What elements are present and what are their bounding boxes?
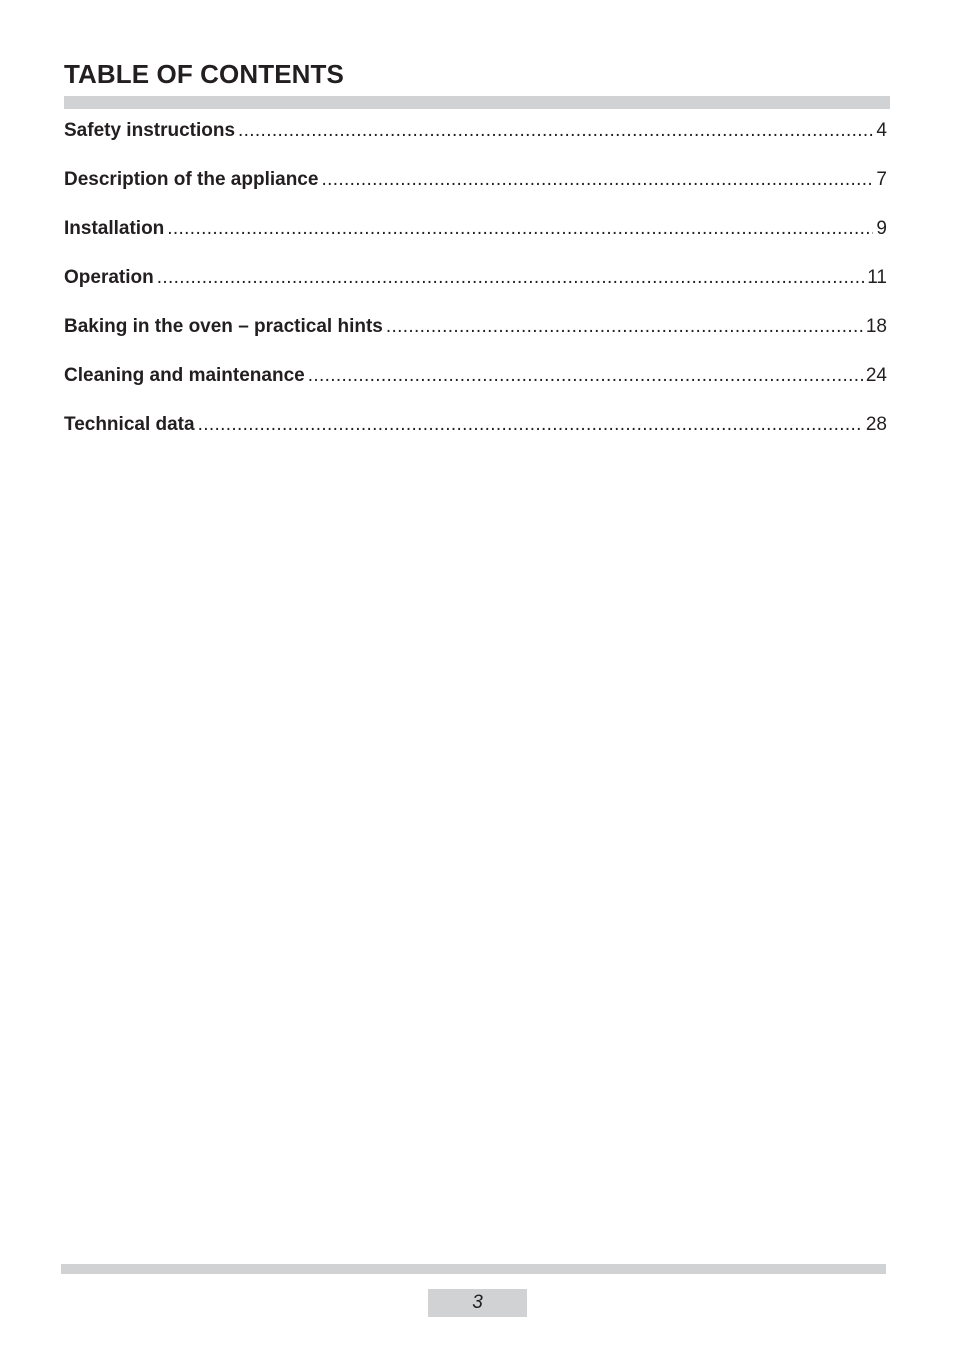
toc-entry-title: Safety instructions (64, 120, 236, 141)
toc-entry-title: Installation (64, 218, 165, 239)
toc-entry-page: 4 (876, 120, 887, 141)
toc-entry-page: 24 (865, 365, 887, 386)
toc-entry-baking-hints[interactable] (64, 314, 887, 363)
title-divider (64, 96, 890, 109)
footer-divider (61, 1264, 886, 1274)
dot-leader (238, 118, 873, 144)
dot-leader (321, 167, 873, 193)
toc-entry-title: Technical data (64, 414, 195, 435)
toc-entry-title: Cleaning and maintenance (64, 365, 305, 386)
toc-entry-installation[interactable] (64, 216, 887, 265)
dot-leader (167, 216, 873, 242)
dot-leader (308, 363, 863, 389)
toc-entry-page: 7 (876, 169, 887, 190)
toc-entry-title: Baking in the oven – practical hints (64, 316, 383, 337)
toc-entry-page: 28 (865, 414, 887, 435)
page-number-box (428, 1289, 527, 1317)
toc-entry-title: Operation (64, 267, 154, 288)
toc-entry-page: 11 (867, 267, 887, 288)
toc-entry-safety-instructions[interactable] (64, 118, 887, 167)
dot-leader (198, 412, 863, 438)
page-title: TABLE OF CONTENTS (64, 59, 344, 89)
toc-entry-technical-data[interactable] (64, 412, 887, 461)
toc-entry-operation[interactable] (64, 265, 887, 314)
toc-entry-title: Description of the appliance (64, 169, 319, 190)
toc-entry-description-of-appliance[interactable] (64, 167, 887, 216)
table-of-contents (64, 118, 887, 461)
dot-leader (386, 314, 863, 340)
dot-leader (157, 265, 865, 291)
page-number: 3 (472, 1292, 483, 1313)
toc-entry-page: 9 (876, 218, 887, 239)
toc-entry-page: 18 (865, 316, 887, 337)
toc-entry-cleaning-maintenance[interactable] (64, 363, 887, 412)
